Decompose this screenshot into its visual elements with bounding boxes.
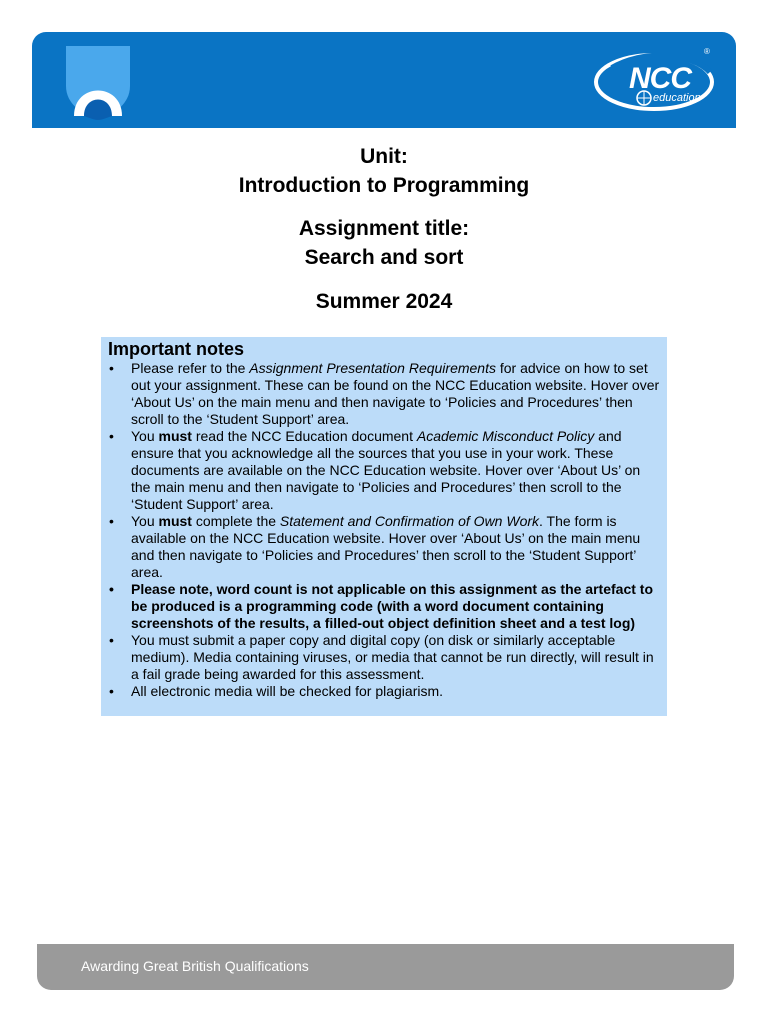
bullet-icon: •	[109, 581, 114, 597]
ncc-logo-subtext: education	[653, 92, 701, 104]
note-item: • You must read the NCC Education document Academic Misconduct Policy and ensure that you acknowledge all the sources that you use in your work. These documents are available on the NCC Education website. Hover over ‘About Us’ on the main menu and then navigate to ‘Policies and Procedures’ then scroll to the ‘Student Support’ area.	[109, 428, 641, 512]
bullet-icon: •	[109, 513, 114, 529]
bullet-icon: •	[109, 683, 114, 699]
note-item: • You must submit a paper copy and digital copy (on disk or similarly acceptable medium). Media containing viruses, or media that cannot be run directly, will result in a fail grade being awarded for this assessment.	[109, 632, 654, 682]
note-item: • You must complete the Statement and Confirmation of Own Work. The form is available on the NCC Education website. Hover over ‘About Us’ on the main menu and then navigate to ‘Policies and Procedures’ then scroll to the ‘Student Support’ area.	[109, 513, 641, 580]
session-title: Summer 2024	[315, 290, 453, 313]
bullet-icon: •	[109, 632, 114, 648]
assignment-name: Search and sort	[304, 246, 464, 269]
ncc-logo-text: NCC	[629, 62, 691, 95]
cover-titles	[0, 142, 768, 316]
note-item: • Please note, word count is not applicable on this assignment as the artefact to be produced is a programming code (with a word document containing screenshots of the results, a filled-out object definition sheet and a test log)	[109, 581, 653, 631]
misconduct-policy-doc: Academic Misconduct Policy	[416, 428, 595, 444]
footer-band	[37, 944, 734, 990]
footer-tagline: Awarding Great British Qualifications	[81, 958, 309, 974]
notes-heading: Important notes	[108, 339, 245, 359]
own-work-statement-doc: Statement and Confirmation of Own Work	[279, 513, 540, 529]
important-notes-box	[101, 337, 667, 716]
bullet-icon: •	[109, 428, 114, 444]
unit-label: Unit:	[360, 145, 408, 168]
assignment-label: Assignment title:	[298, 217, 470, 240]
header-band	[32, 32, 736, 128]
presentation-requirements-doc: Assignment Presentation Requirements	[249, 360, 496, 376]
ncc-education-logo	[592, 46, 718, 116]
note-item: • All electronic media will be checked for plagiarism.	[109, 683, 444, 699]
registered-mark: ®	[704, 47, 710, 56]
university-shield-logo	[66, 46, 130, 120]
notes-list	[108, 360, 661, 700]
bullet-icon: •	[109, 360, 114, 376]
unit-name: Introduction to Programming	[238, 174, 530, 197]
note-item: • Please refer to the Assignment Presentation Requirements for advice on how to set out your assignment. These can be found on the NCC Education website. Hover over ‘About Us’ on the main menu and then navigate to ‘Policies and Procedures’ then scroll to the ‘Student Support’ area.	[109, 360, 660, 427]
